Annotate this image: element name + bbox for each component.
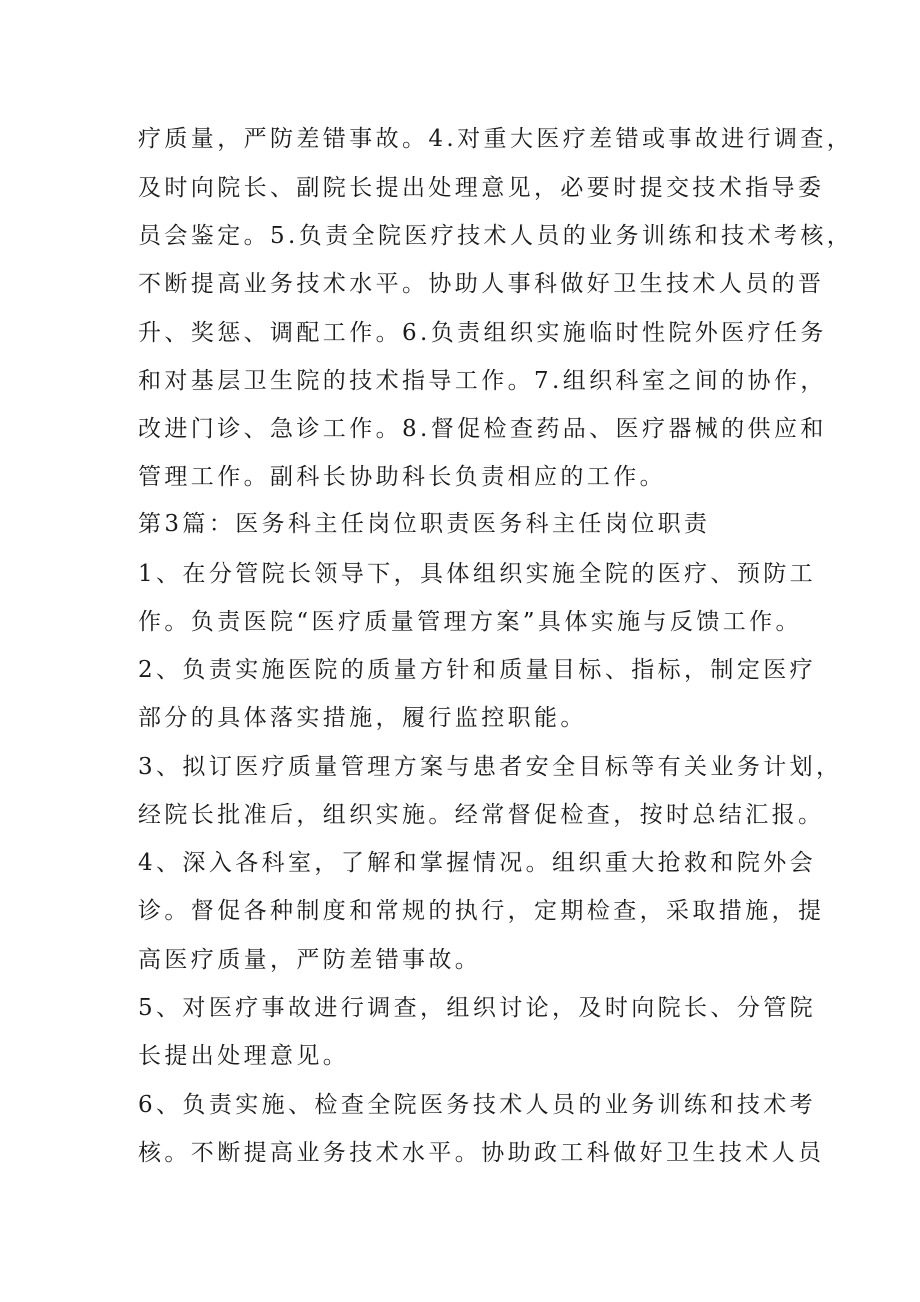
text-line: 部分的具体落实措施，履行监控职能。	[138, 705, 587, 731]
text-line: 4、深入各科室，了解和掌握情况。组织重大抢救和院外会	[138, 850, 817, 876]
text-line: 2、负责实施医院的质量方针和质量目标、指标，制定医疗	[138, 657, 817, 683]
text-line: 1、在分管院长领导下，具体组织实施全院的医疗、预防工	[138, 561, 817, 587]
text-line: 升、奖惩、调配工作。6.负责组织实施临时性院外医疗任务	[138, 320, 827, 346]
text-line: 诊。督促各种制度和常规的执行，定期检查，采取措施，提	[138, 898, 825, 924]
text-line: 及时向院长、副院长提出处理意见，必要时提交技术指导委	[138, 175, 825, 201]
text-line: 作。负责医院“医疗质量管理方案”具体实施与反馈工作。	[138, 609, 802, 635]
text-line: 高医疗质量，严防差错事故。	[138, 947, 482, 973]
text-line: 不断提高业务技术水平。协助人事科做好卫生技术人员的晋	[138, 271, 825, 297]
text-line: 管理工作。副科长协助科长负责相应的工作。	[138, 464, 666, 490]
text-line: 疗质量，严防差错事故。4.对重大医疗差错或事故进行调查，	[138, 126, 854, 152]
text-line: 5、对医疗事故进行调查，组织讨论，及时向院长、分管院	[138, 995, 817, 1021]
text-line: 核。不断提高业务技术水平。协助政工科做好卫生技术人员	[138, 1140, 825, 1166]
text-line: 经院长批准后，组织实施。经常督促检查，按时总结汇报。	[138, 802, 825, 828]
text-line: 改进门诊、急诊工作。8.督促检查药品、医疗器械的供应和	[138, 416, 827, 442]
text-line: 6、负责实施、检查全院医务技术人员的业务训练和技术考	[138, 1092, 817, 1118]
text-line: 长提出处理意见。	[138, 1043, 350, 1069]
text-line: 员会鉴定。5.负责全院医疗技术人员的业务训练和技术考核，	[138, 223, 854, 249]
section-heading: 第3篇：医务科主任岗位职责医务科主任岗位职责	[138, 511, 711, 537]
text-line: 和对基层卫生院的技术指导工作。7.组织科室之间的协作，	[138, 368, 827, 394]
text-line: 3、拟订医疗质量管理方案与患者安全目标等有关业务计划，	[138, 754, 843, 780]
